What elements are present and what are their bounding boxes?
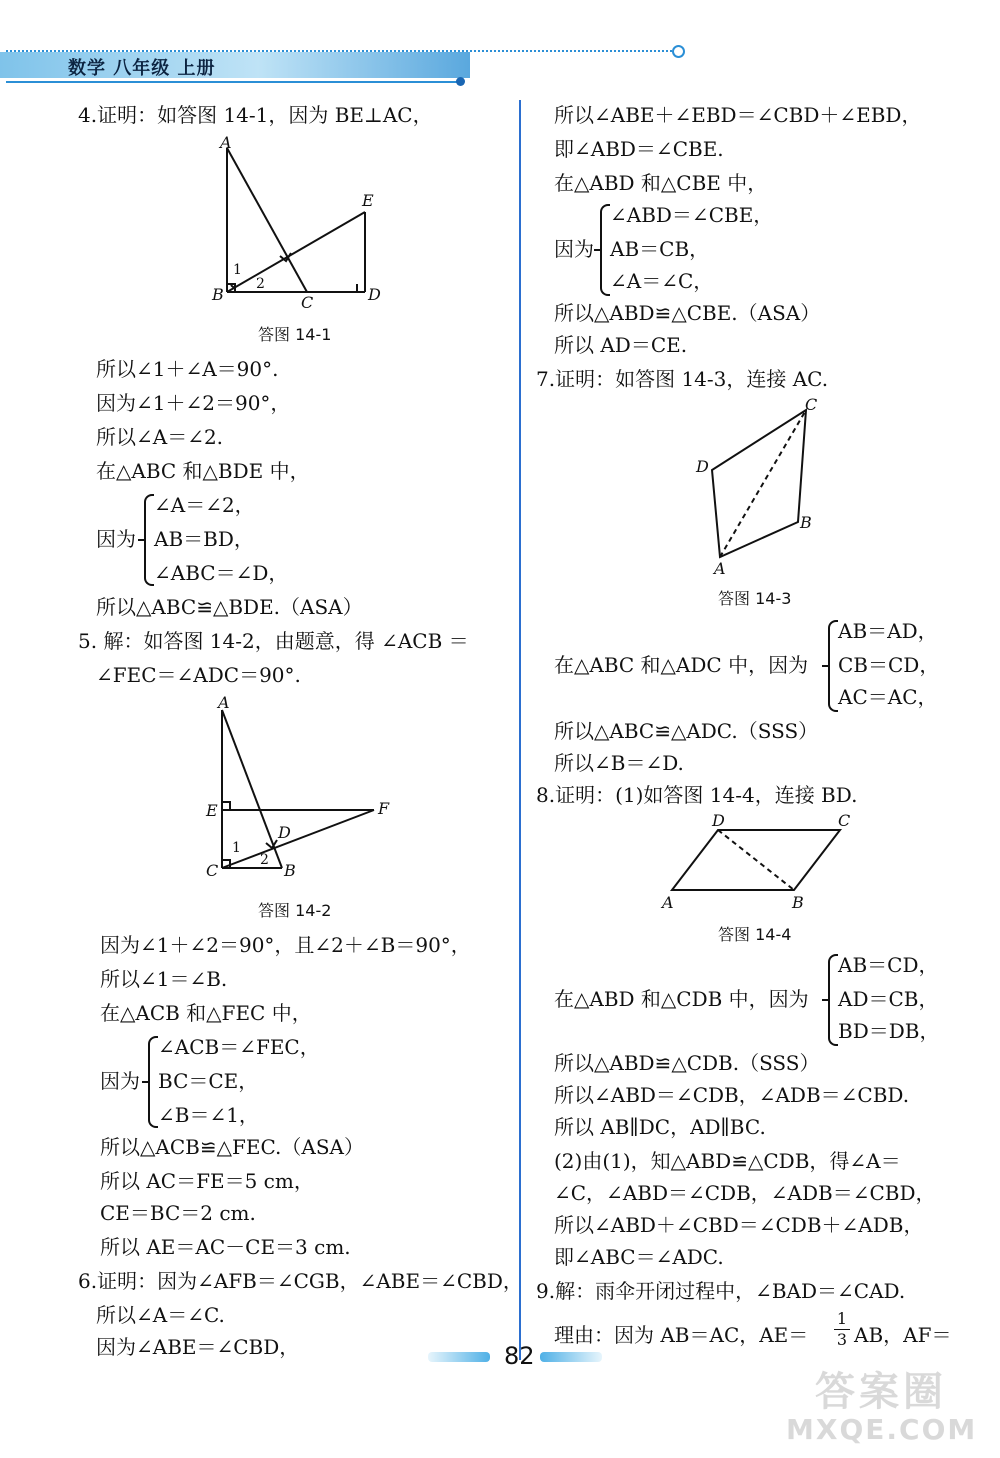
footer-ornament-left <box>428 1352 490 1362</box>
label-angle-2: 2 <box>256 276 265 292</box>
figure-14-3-caption: 答图 14-3 <box>718 589 792 608</box>
label-f: F <box>378 799 390 818</box>
p5-step-2: 所以∠1＝∠B. <box>100 967 228 991</box>
label-d: D <box>712 811 725 830</box>
watermark-url: MXQE.COM <box>786 1413 978 1446</box>
p8-cond-3: BD＝DB， <box>838 1019 940 1043</box>
p5-because: 因为 <box>100 1069 140 1093</box>
label-b: B <box>800 513 812 532</box>
p5-cond-2: BC＝CE， <box>158 1069 259 1093</box>
p5-line-2: ∠FEC＝∠ADC＝90°. <box>96 663 301 687</box>
figure-14-2 <box>196 694 416 894</box>
label-b: B <box>792 893 804 912</box>
label-a: A <box>220 133 232 152</box>
p8-step-5: ∠C，∠ABD＝∠CDB，∠ADB＝∠CBD， <box>554 1181 936 1205</box>
p6-brace <box>600 204 610 296</box>
p8-step-6: 所以∠ABD＋∠CBD＝∠CDB＋∠ADB， <box>554 1213 924 1237</box>
p8-step-3: 所以 AB∥DC，AD∥BC. <box>554 1115 766 1139</box>
p5-step-4: 所以△ACB≌△FEC.（ASA） <box>100 1135 364 1159</box>
problem-8-heading: 8.证明：(1)如答图 14-4，连接 BD. <box>536 783 858 807</box>
figure-14-4-caption: 答图 14-4 <box>718 925 792 944</box>
label-c: C <box>838 811 851 830</box>
label-c: C <box>805 395 818 414</box>
p5-step-7: 所以 AE＝AC－CE＝3 cm. <box>100 1235 351 1259</box>
p8-step-1: 所以△ABD≌△CDB.（SSS） <box>554 1051 820 1075</box>
figure-14-1 <box>200 133 420 316</box>
header-circle-ornament <box>672 45 685 58</box>
p8-cond-1: AB＝CD， <box>838 953 939 977</box>
p4-step-4: 在△ABC 和△BDE 中， <box>96 459 310 483</box>
p6-step-4: 即∠ABD＝∠CBE. <box>554 137 724 161</box>
label-a: A <box>714 559 726 578</box>
header-rule <box>6 81 458 83</box>
problem-5-heading: 5. 解：如答图 14-2，由题意，得 ∠ACB ＝ <box>78 629 469 653</box>
fraction-numerator: 1 <box>836 1309 848 1328</box>
footer-ornament-right <box>540 1352 602 1362</box>
p5-step-1: 因为∠1＋∠2＝90°，且∠2＋∠B＝90°， <box>100 933 471 957</box>
segment-cf <box>222 810 374 868</box>
p7-cond-2: CB＝CD， <box>838 653 940 677</box>
problem-6-heading: 6.证明：因为∠AFB＝∠CGB，∠ABE＝∠CBD， <box>78 1269 523 1293</box>
p7-step-1: 所以△ABC≌△ADC.（SSS） <box>554 719 819 743</box>
p8-step-7: 即∠ABC＝∠ADC. <box>554 1245 724 1269</box>
p6-step-2: 因为∠ABE＝∠CBD， <box>96 1335 300 1359</box>
diagonal-bd <box>718 830 794 890</box>
label-c: C <box>206 861 219 880</box>
label-e: E <box>206 801 218 820</box>
p6-cond-2: AB＝CB， <box>610 237 710 261</box>
p6-step-3: 所以∠ABE＋∠EBD＝∠CBD＋∠EBD， <box>554 103 922 127</box>
label-d: D <box>278 823 291 842</box>
p6-step-1: 所以∠A＝∠C. <box>96 1303 225 1327</box>
column-divider <box>519 100 521 1360</box>
label-b: B <box>212 285 224 304</box>
p6-step-7: 所以 AD＝CE. <box>554 333 688 357</box>
p8-premise: 在△ABD 和△CDB 中，因为 <box>554 987 809 1011</box>
p4-step-3: 所以∠A＝∠2. <box>96 425 224 449</box>
p5-cond-3: ∠B＝∠1， <box>158 1103 259 1127</box>
p4-cond-2: AB＝BD， <box>154 527 254 551</box>
p8-step-4: (2)由(1)，知△ABD≌△CDB，得∠A＝ <box>554 1149 901 1173</box>
segment-be <box>227 212 365 292</box>
label-angle-2: 2 <box>260 852 269 868</box>
p4-cond-1: ∠A＝∠2， <box>154 493 255 517</box>
p5-brace <box>148 1036 158 1128</box>
site-watermark <box>786 1370 976 1450</box>
right-angle-e <box>222 802 230 810</box>
p4-because: 因为 <box>96 527 136 551</box>
label-c: C <box>301 293 314 312</box>
p6-step-5: 在△ABD 和△CBE 中， <box>554 171 768 195</box>
p7-cond-3: AC＝AC， <box>838 685 938 709</box>
p4-conclusion: 所以△ABC≌△BDE.（ASA） <box>96 595 363 619</box>
p7-cond-1: AB＝AD， <box>838 619 938 643</box>
segment-ab <box>222 710 282 868</box>
label-b: B <box>284 861 296 880</box>
p5-step-6: CE＝BC＝2 cm. <box>100 1201 256 1225</box>
p6-cond-1: ∠ABD＝∠CBE， <box>610 203 774 227</box>
p9-reason-b: AB，AF＝ <box>854 1323 952 1347</box>
figure-14-3 <box>690 390 840 580</box>
watermark-logo-text: 答案圈 <box>815 1369 947 1415</box>
p8-brace <box>828 954 838 1046</box>
diagonal-ac <box>720 410 806 557</box>
problem-4-heading: 4.证明：如答图 14-1，因为 BE⊥AC， <box>78 103 433 127</box>
p4-cond-3: ∠ABC＝∠D， <box>154 561 289 585</box>
p5-cond-1: ∠ACB＝∠FEC， <box>158 1035 320 1059</box>
p6-because: 因为 <box>554 237 594 261</box>
p7-step-2: 所以∠B＝∠D. <box>554 751 684 775</box>
figure-14-1-caption: 答图 14-1 <box>258 325 332 344</box>
fraction-one-third <box>834 1310 850 1349</box>
label-angle-1: 1 <box>232 840 241 856</box>
p8-cond-2: AD＝CB， <box>838 987 939 1011</box>
problem-7-heading: 7.证明：如答图 14-3，连接 AC. <box>536 367 829 391</box>
figure-14-2-caption: 答图 14-2 <box>258 901 332 920</box>
figure-14-4 <box>656 808 876 918</box>
book-title: 数学 八年级 上册 <box>68 58 216 79</box>
label-a: A <box>662 893 674 912</box>
label-e: E <box>362 191 374 210</box>
page-number: 82 <box>504 1342 535 1370</box>
p9-reason-a: 理由：因为 AB＝AC，AE＝ <box>554 1323 809 1347</box>
p4-step-1: 所以∠1＋∠A＝90°. <box>96 357 279 381</box>
quadrilateral-abcd <box>712 410 806 557</box>
p4-brace <box>144 494 154 586</box>
p7-brace <box>828 620 838 712</box>
p7-premise: 在△ABC 和△ADC 中，因为 <box>554 653 809 677</box>
label-d: D <box>696 457 709 476</box>
p6-step-6: 所以△ABD≌△CBE.（ASA） <box>554 301 821 325</box>
p5-step-5: 所以 AC＝FE＝5 cm， <box>100 1169 314 1193</box>
label-angle-1: 1 <box>233 262 242 278</box>
fraction-denominator: 3 <box>836 1330 848 1349</box>
problem-9-heading: 9.解：雨伞开闭过程中，∠BAD＝∠CAD. <box>536 1279 906 1303</box>
p4-step-2: 因为∠1＋∠2＝90°， <box>96 391 291 415</box>
p8-step-2: 所以∠ABD＝∠CDB，∠ADB＝∠CBD. <box>554 1083 910 1107</box>
label-a: A <box>218 693 230 712</box>
label-d: D <box>368 285 381 304</box>
p6-cond-3: ∠A＝∠C， <box>610 269 714 293</box>
p5-step-3: 在△ACB 和△FEC 中， <box>100 1001 312 1025</box>
header-dot-ornament <box>456 77 465 86</box>
